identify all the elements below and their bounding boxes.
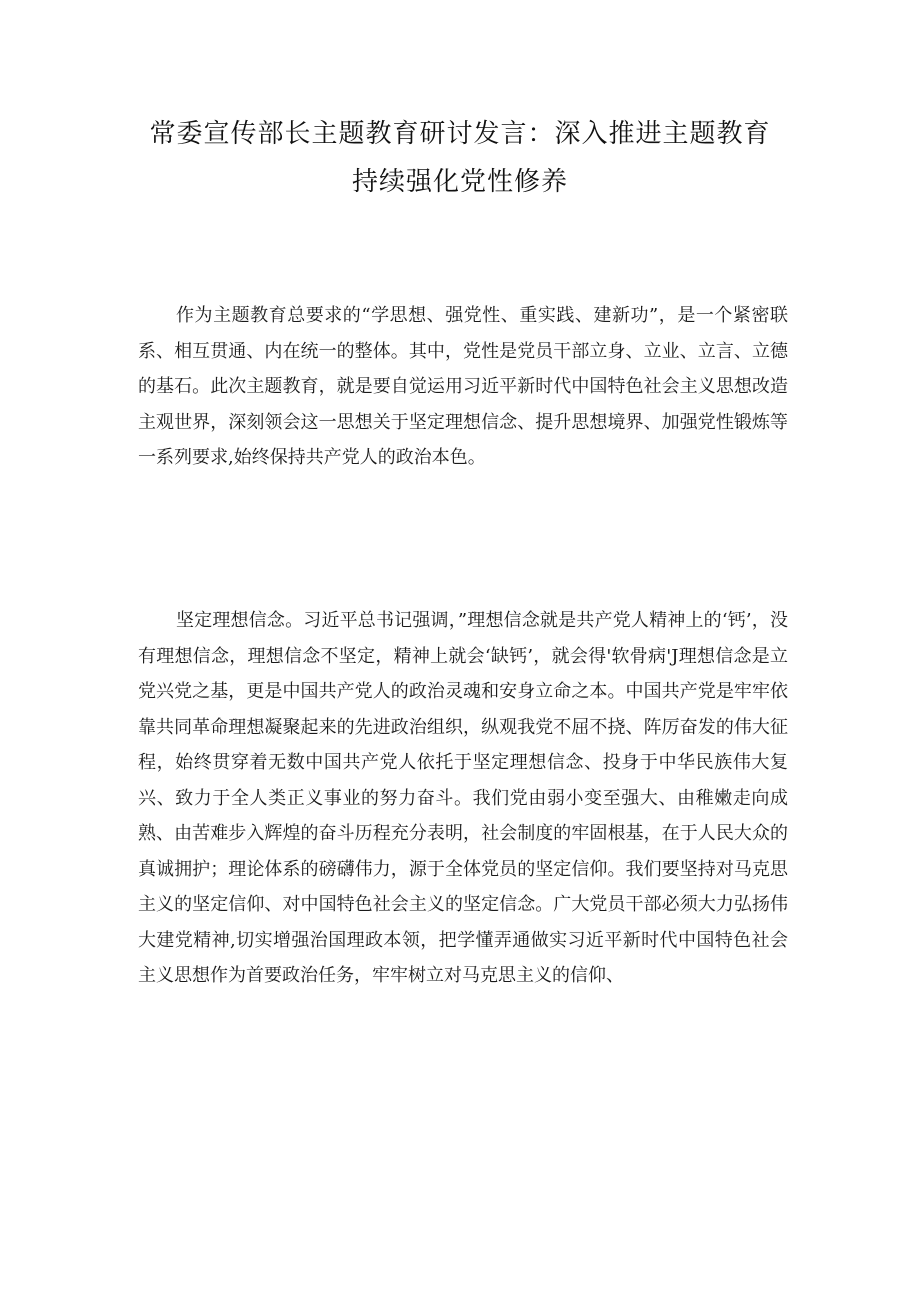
body-paragraph: 坚定理想信念。习近平总书记强调，”理想信念就是共产党人精神上的‘钙’，没有理想信念，理想信念不坚定，精神上就会‘缺钙’，就会得'软骨病'J理想信念是立党兴党之基，更是中国共产党人的政治灵魂和安身立命之本。中国共产党是牢牢依靠共同革命理想凝聚起来的先进政治组织，纵观我党不屈不挠、阵厉奋发的伟大征程，始终贯穿着无数中国共产党人依托于坚定理想信念、投身于中华民族伟大复兴、致力于全人类正义事业的努力奋斗。我们党由弱小变至强大、由稚嫩走向成熟、由苦难步入辉煌的奋斗历程充分表明，社会制度的牢固根基，在于人民大众的真诚拥护；理论体系的磅礴伟力，源于全体党员的坚定信仰。我们要坚持对马克思主义的坚定信仰、对中国特色社会主义的坚定信念。广大党员干部必须大力弘扬伟大建党精神,切实增强治国理政本领，把学懂弄通做实习近平新时代中国特色社会主义思想作为首要政治任务，牢牢树立对马克思主义的信仰、	[138, 610, 788, 986]
document-title-line-1: 常委宣传部长主题教育研讨发言：深入推进主题教育	[149, 119, 771, 149]
document-title-line-2: 持续强化党性修养	[351, 167, 568, 197]
body-paragraph: 作为主题教育总要求的“学思想、强党性、重实践、建新功”，是一个紧密联系、相互贯通、内在统一的整体。其中，党性是党员干部立身、立业、立言、立德的基石。此次主题教育，就是要自觉运用习近平新时代中国特色社会主义思想改造主观世界，深刻领会这一思想关于坚定理想信念、提升思想境界、加强党性锻炼等一系列要求,始终保持共产党人的政治本色。	[138, 305, 788, 468]
